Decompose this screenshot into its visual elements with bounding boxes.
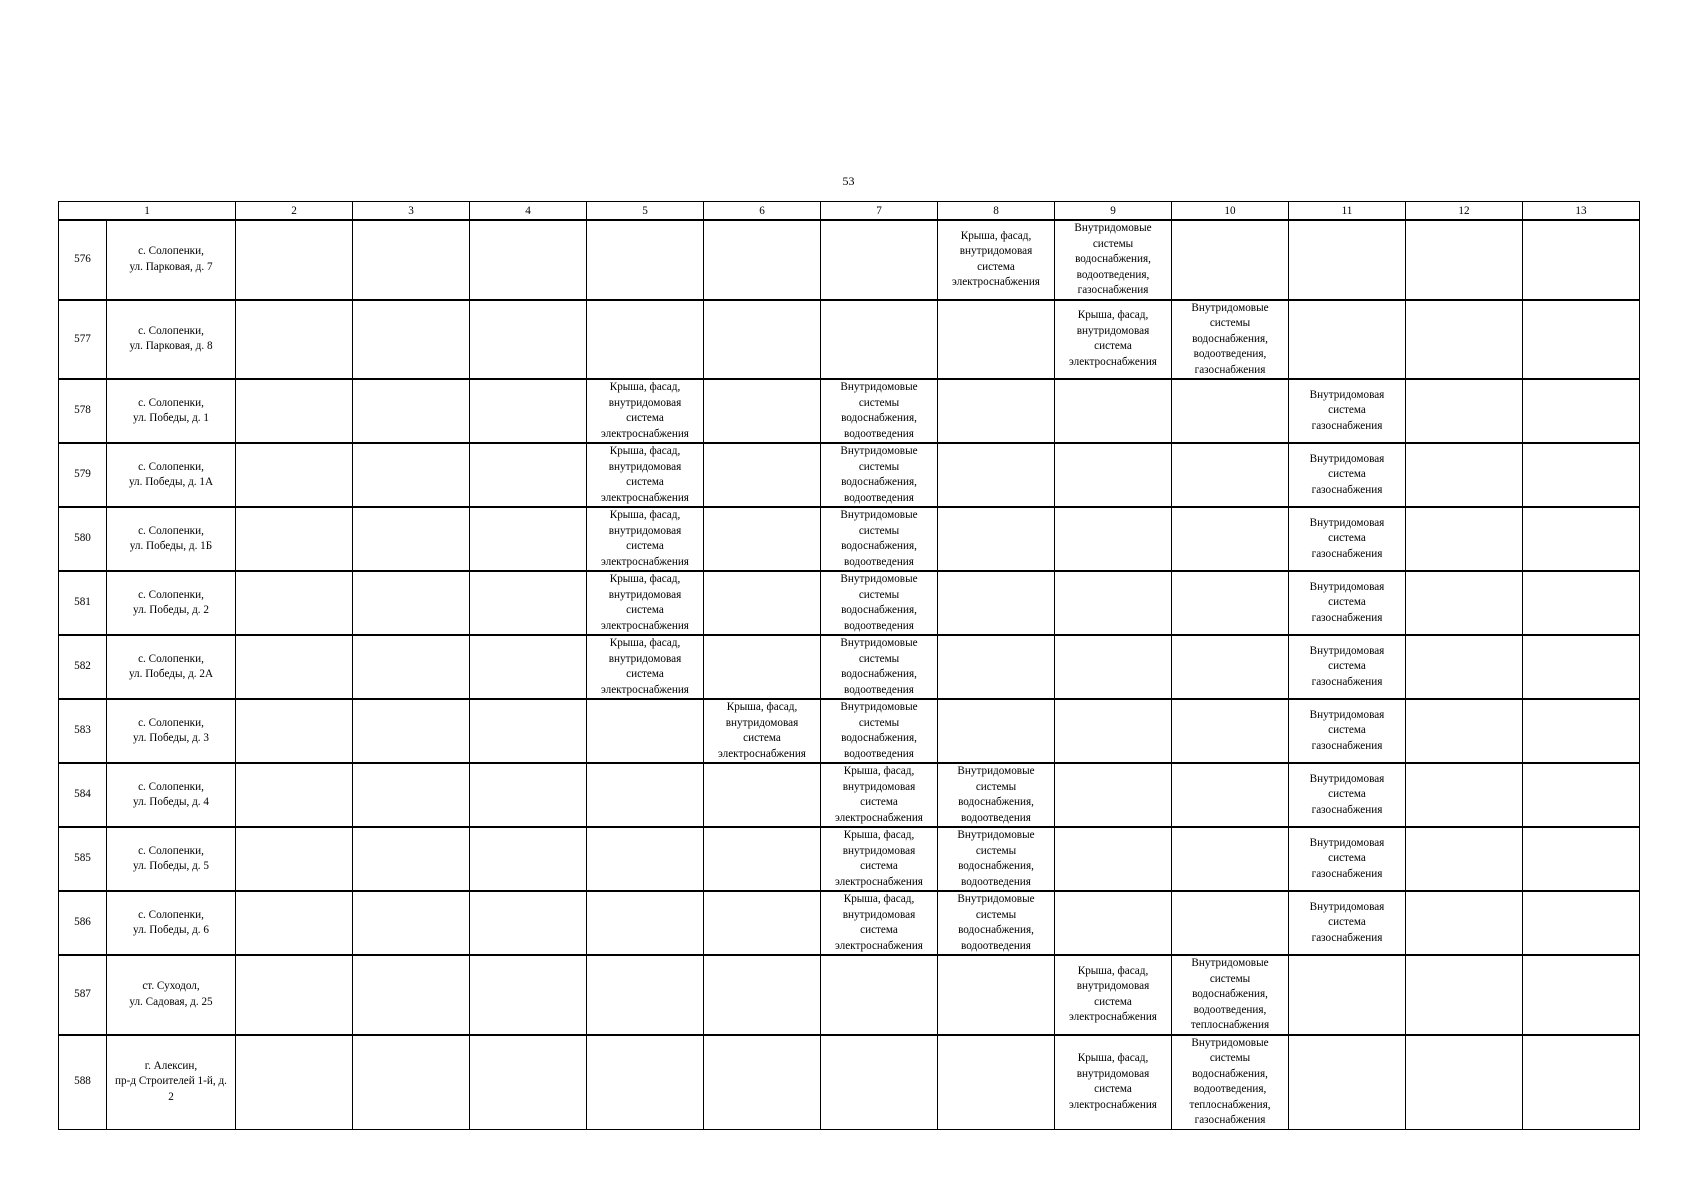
table-row xyxy=(59,220,1640,300)
work-cell-col-10 xyxy=(1172,443,1289,507)
table-row xyxy=(59,891,1640,955)
column-header: 2 xyxy=(236,202,353,221)
work-cell-col-3 xyxy=(353,379,470,443)
work-cell-col-11: Внутридомовая система газоснабжения xyxy=(1289,763,1406,827)
work-cell-col-5 xyxy=(587,220,704,300)
work-cell-col-11 xyxy=(1289,300,1406,380)
work-cell-col-4 xyxy=(470,379,587,443)
column-header: 6 xyxy=(704,202,821,221)
address-cell: с. Солопенки, ул. Победы, д. 3 xyxy=(107,699,236,763)
work-cell-col-13 xyxy=(1523,1035,1640,1130)
work-cell-col-6 xyxy=(704,635,821,699)
work-cell-col-7 xyxy=(821,220,938,300)
work-cell-col-10 xyxy=(1172,220,1289,300)
work-cell-col-3 xyxy=(353,827,470,891)
work-cell-col-13 xyxy=(1523,507,1640,571)
work-cell-col-11: Внутридомовая система газоснабжения xyxy=(1289,571,1406,635)
work-cell-col-4 xyxy=(470,1035,587,1130)
work-cell-col-10 xyxy=(1172,379,1289,443)
work-cell-col-5: Крыша, фасад, внутридомовая система электроснабжения xyxy=(587,507,704,571)
work-cell-col-12 xyxy=(1406,635,1523,699)
work-cell-col-5 xyxy=(587,763,704,827)
table-row xyxy=(59,955,1640,1035)
work-cell-col-9 xyxy=(1055,891,1172,955)
work-cell-col-4 xyxy=(470,507,587,571)
work-cell-col-8: Внутридомовые системы водоснабжения, водоотведения xyxy=(938,763,1055,827)
work-cell-col-13 xyxy=(1523,379,1640,443)
work-cell-col-6 xyxy=(704,955,821,1035)
address-cell: ст. Суходол, ул. Садовая, д. 25 xyxy=(107,955,236,1035)
work-cell-col-5 xyxy=(587,891,704,955)
work-cell-col-8: Внутридомовые системы водоснабжения, водоотведения xyxy=(938,827,1055,891)
work-cell-col-8 xyxy=(938,300,1055,380)
work-cell-col-3 xyxy=(353,699,470,763)
work-cell-col-8 xyxy=(938,699,1055,763)
work-cell-col-6 xyxy=(704,379,821,443)
work-cell-col-9: Крыша, фасад, внутридомовая система электроснабжения xyxy=(1055,955,1172,1035)
table-row xyxy=(59,1035,1640,1130)
work-cell-col-5 xyxy=(587,1035,704,1130)
work-cell-col-3 xyxy=(353,507,470,571)
work-cell-col-12 xyxy=(1406,571,1523,635)
work-cell-col-9 xyxy=(1055,763,1172,827)
row-number: 579 xyxy=(59,443,107,507)
work-cell-col-12 xyxy=(1406,699,1523,763)
header-row xyxy=(59,202,1640,221)
work-cell-col-9 xyxy=(1055,699,1172,763)
work-cell-col-7: Крыша, фасад, внутридомовая система электроснабжения xyxy=(821,827,938,891)
work-cell-col-2 xyxy=(236,827,353,891)
work-cell-col-4 xyxy=(470,891,587,955)
work-cell-col-11 xyxy=(1289,955,1406,1035)
work-cell-col-12 xyxy=(1406,443,1523,507)
work-cell-col-7: Крыша, фасад, внутридомовая система электроснабжения xyxy=(821,763,938,827)
work-cell-col-5: Крыша, фасад, внутридомовая система электроснабжения xyxy=(587,571,704,635)
work-cell-col-10 xyxy=(1172,891,1289,955)
work-cell-col-3 xyxy=(353,220,470,300)
work-cell-col-10: Внутридомовые системы водоснабжения, водоотведения, теплоснабжения xyxy=(1172,955,1289,1035)
table-row xyxy=(59,507,1640,571)
work-cell-col-2 xyxy=(236,699,353,763)
row-number: 584 xyxy=(59,763,107,827)
column-header: 7 xyxy=(821,202,938,221)
work-cell-col-4 xyxy=(470,220,587,300)
address-cell: с. Солопенки, ул. Парковая, д. 7 xyxy=(107,220,236,300)
table-row xyxy=(59,379,1640,443)
work-cell-col-2 xyxy=(236,763,353,827)
work-cell-col-13 xyxy=(1523,699,1640,763)
column-header: 12 xyxy=(1406,202,1523,221)
table-row xyxy=(59,571,1640,635)
work-cell-col-9 xyxy=(1055,635,1172,699)
work-cell-col-8 xyxy=(938,955,1055,1035)
work-cell-col-5 xyxy=(587,827,704,891)
work-cell-col-13 xyxy=(1523,443,1640,507)
work-cell-col-11: Внутридомовая система газоснабжения xyxy=(1289,379,1406,443)
work-cell-col-2 xyxy=(236,635,353,699)
work-cell-col-12 xyxy=(1406,827,1523,891)
column-header: 4 xyxy=(470,202,587,221)
work-cell-col-13 xyxy=(1523,571,1640,635)
work-cell-col-5 xyxy=(587,699,704,763)
work-cell-col-12 xyxy=(1406,955,1523,1035)
work-cell-col-7 xyxy=(821,955,938,1035)
work-cell-col-8 xyxy=(938,571,1055,635)
work-cell-col-6 xyxy=(704,891,821,955)
table-body xyxy=(59,220,1640,1129)
work-cell-col-13 xyxy=(1523,763,1640,827)
column-header: 11 xyxy=(1289,202,1406,221)
work-cell-col-9: Внутридомовые системы водоснабжения, водоотведения, газоснабжения xyxy=(1055,220,1172,300)
table-row xyxy=(59,827,1640,891)
column-header: 13 xyxy=(1523,202,1640,221)
work-cell-col-5: Крыша, фасад, внутридомовая система электроснабжения xyxy=(587,443,704,507)
work-cell-col-5 xyxy=(587,955,704,1035)
work-cell-col-8 xyxy=(938,1035,1055,1130)
work-cell-col-7: Внутридомовые системы водоснабжения, водоотведения xyxy=(821,635,938,699)
work-cell-col-8 xyxy=(938,635,1055,699)
table-row xyxy=(59,300,1640,380)
work-cell-col-2 xyxy=(236,1035,353,1130)
address-cell: с. Солопенки, ул. Победы, д. 1 xyxy=(107,379,236,443)
work-cell-col-7: Крыша, фасад, внутридомовая система электроснабжения xyxy=(821,891,938,955)
work-cell-col-4 xyxy=(470,571,587,635)
table-row xyxy=(59,443,1640,507)
work-cell-col-2 xyxy=(236,891,353,955)
work-cell-col-9: Крыша, фасад, внутридомовая система электроснабжения xyxy=(1055,1035,1172,1130)
work-cell-col-6 xyxy=(704,1035,821,1130)
work-cell-col-9 xyxy=(1055,443,1172,507)
work-cell-col-12 xyxy=(1406,379,1523,443)
repair-schedule-table xyxy=(58,201,1640,1130)
work-cell-col-7: Внутридомовые системы водоснабжения, водоотведения xyxy=(821,443,938,507)
work-cell-col-10: Внутридомовые системы водоснабжения, водоотведения, газоснабжения xyxy=(1172,300,1289,380)
work-cell-col-2 xyxy=(236,443,353,507)
work-cell-col-7: Внутридомовые системы водоснабжения, водоотведения xyxy=(821,571,938,635)
work-cell-col-4 xyxy=(470,699,587,763)
work-cell-col-5 xyxy=(587,300,704,380)
work-cell-col-12 xyxy=(1406,891,1523,955)
work-cell-col-7: Внутридомовые системы водоснабжения, водоотведения xyxy=(821,699,938,763)
work-cell-col-4 xyxy=(470,827,587,891)
address-cell: с. Солопенки, ул. Победы, д. 1Б xyxy=(107,507,236,571)
row-number: 586 xyxy=(59,891,107,955)
work-cell-col-9: Крыша, фасад, внутридомовая система электроснабжения xyxy=(1055,300,1172,380)
work-cell-col-7: Внутридомовые системы водоснабжения, водоотведения xyxy=(821,379,938,443)
work-cell-col-6 xyxy=(704,443,821,507)
column-header: 1 xyxy=(59,202,236,221)
work-cell-col-11 xyxy=(1289,1035,1406,1130)
work-cell-col-10 xyxy=(1172,635,1289,699)
work-cell-col-10 xyxy=(1172,827,1289,891)
work-cell-col-11 xyxy=(1289,220,1406,300)
work-cell-col-10: Внутридомовые системы водоснабжения, водоотведения, теплоснабжения, газоснабжения xyxy=(1172,1035,1289,1130)
row-number: 577 xyxy=(59,300,107,380)
work-cell-col-2 xyxy=(236,507,353,571)
work-cell-col-11: Внутридомовая система газоснабжения xyxy=(1289,827,1406,891)
work-cell-col-10 xyxy=(1172,699,1289,763)
work-cell-col-3 xyxy=(353,443,470,507)
work-cell-col-3 xyxy=(353,635,470,699)
work-cell-col-8 xyxy=(938,507,1055,571)
work-cell-col-10 xyxy=(1172,507,1289,571)
work-cell-col-13 xyxy=(1523,827,1640,891)
work-cell-col-4 xyxy=(470,955,587,1035)
work-cell-col-6 xyxy=(704,507,821,571)
work-cell-col-4 xyxy=(470,300,587,380)
work-cell-col-11: Внутридомовая система газоснабжения xyxy=(1289,443,1406,507)
work-cell-col-3 xyxy=(353,763,470,827)
work-cell-col-13 xyxy=(1523,635,1640,699)
work-cell-col-2 xyxy=(236,220,353,300)
work-cell-col-8: Внутридомовые системы водоснабжения, водоотведения xyxy=(938,891,1055,955)
work-cell-col-7 xyxy=(821,300,938,380)
row-number: 578 xyxy=(59,379,107,443)
table-row xyxy=(59,699,1640,763)
column-header: 3 xyxy=(353,202,470,221)
column-header: 5 xyxy=(587,202,704,221)
work-cell-col-6 xyxy=(704,571,821,635)
table-header xyxy=(59,202,1640,221)
table-row xyxy=(59,635,1640,699)
row-number: 583 xyxy=(59,699,107,763)
work-cell-col-8 xyxy=(938,443,1055,507)
work-cell-col-2 xyxy=(236,300,353,380)
work-cell-col-6: Крыша, фасад, внутридомовая система электроснабжения xyxy=(704,699,821,763)
address-cell: с. Солопенки, ул. Победы, д. 6 xyxy=(107,891,236,955)
table-row xyxy=(59,763,1640,827)
address-cell: с. Солопенки, ул. Победы, д. 1А xyxy=(107,443,236,507)
work-cell-col-12 xyxy=(1406,1035,1523,1130)
work-cell-col-13 xyxy=(1523,300,1640,380)
row-number: 588 xyxy=(59,1035,107,1130)
work-cell-col-12 xyxy=(1406,300,1523,380)
work-cell-col-10 xyxy=(1172,571,1289,635)
page-number: 53 xyxy=(842,174,855,188)
work-cell-col-6 xyxy=(704,300,821,380)
work-cell-col-12 xyxy=(1406,220,1523,300)
work-cell-col-12 xyxy=(1406,763,1523,827)
row-number: 585 xyxy=(59,827,107,891)
work-cell-col-5: Крыша, фасад, внутридомовая система электроснабжения xyxy=(587,635,704,699)
address-cell: г. Алексин, пр-д Строителей 1-й, д. 2 xyxy=(107,1035,236,1130)
work-cell-col-13 xyxy=(1523,955,1640,1035)
work-cell-col-11: Внутридомовая система газоснабжения xyxy=(1289,507,1406,571)
column-header: 9 xyxy=(1055,202,1172,221)
work-cell-col-7 xyxy=(821,1035,938,1130)
work-cell-col-9 xyxy=(1055,827,1172,891)
work-cell-col-2 xyxy=(236,379,353,443)
row-number: 582 xyxy=(59,635,107,699)
work-cell-col-9 xyxy=(1055,379,1172,443)
work-cell-col-13 xyxy=(1523,220,1640,300)
work-cell-col-11: Внутридомовая система газоснабжения xyxy=(1289,891,1406,955)
address-cell: с. Солопенки, ул. Победы, д. 5 xyxy=(107,827,236,891)
work-cell-col-3 xyxy=(353,571,470,635)
work-cell-col-3 xyxy=(353,955,470,1035)
work-cell-col-11: Внутридомовая система газоснабжения xyxy=(1289,699,1406,763)
work-cell-col-9 xyxy=(1055,571,1172,635)
work-cell-col-8 xyxy=(938,379,1055,443)
work-cell-col-5: Крыша, фасад, внутридомовая система электроснабжения xyxy=(587,379,704,443)
row-number: 580 xyxy=(59,507,107,571)
work-cell-col-8: Крыша, фасад, внутридомовая система электроснабжения xyxy=(938,220,1055,300)
row-number: 581 xyxy=(59,571,107,635)
work-cell-col-9 xyxy=(1055,507,1172,571)
work-cell-col-6 xyxy=(704,827,821,891)
row-number: 587 xyxy=(59,955,107,1035)
work-cell-col-2 xyxy=(236,571,353,635)
work-cell-col-3 xyxy=(353,1035,470,1130)
address-cell: с. Солопенки, ул. Парковая, д. 8 xyxy=(107,300,236,380)
work-cell-col-13 xyxy=(1523,891,1640,955)
work-cell-col-7: Внутридомовые системы водоснабжения, водоотведения xyxy=(821,507,938,571)
work-cell-col-6 xyxy=(704,220,821,300)
column-header: 8 xyxy=(938,202,1055,221)
work-cell-col-10 xyxy=(1172,763,1289,827)
work-cell-col-3 xyxy=(353,300,470,380)
work-cell-col-4 xyxy=(470,635,587,699)
address-cell: с. Солопенки, ул. Победы, д. 4 xyxy=(107,763,236,827)
address-cell: с. Солопенки, ул. Победы, д. 2А xyxy=(107,635,236,699)
work-cell-col-12 xyxy=(1406,507,1523,571)
work-cell-col-11: Внутридомовая система газоснабжения xyxy=(1289,635,1406,699)
work-cell-col-4 xyxy=(470,763,587,827)
work-cell-col-2 xyxy=(236,955,353,1035)
work-cell-col-4 xyxy=(470,443,587,507)
address-cell: с. Солопенки, ул. Победы, д. 2 xyxy=(107,571,236,635)
work-cell-col-3 xyxy=(353,891,470,955)
work-cell-col-6 xyxy=(704,763,821,827)
row-number: 576 xyxy=(59,220,107,300)
column-header: 10 xyxy=(1172,202,1289,221)
